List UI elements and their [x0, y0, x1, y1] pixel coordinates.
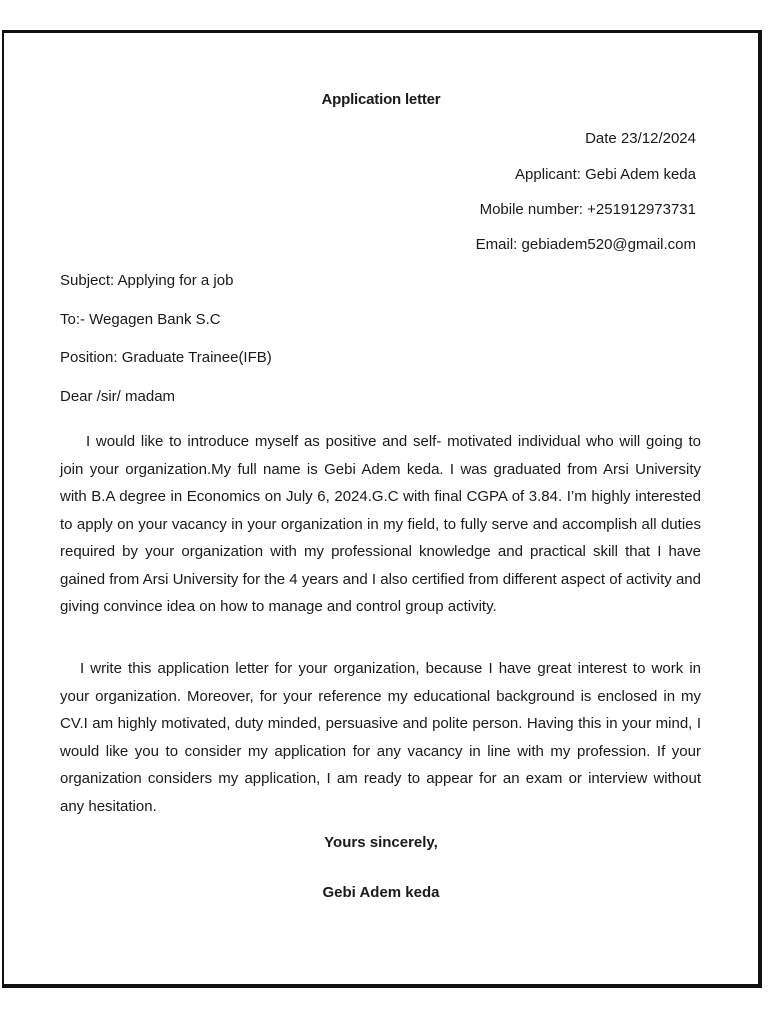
letter-date: Date 23/12/2024: [585, 130, 696, 147]
letter-signature: Gebi Adem keda: [322, 884, 440, 901]
document-page: [2, 30, 762, 988]
letter-closing: Yours sincerely,: [324, 834, 438, 851]
letter-subject: Subject: Applying for a job: [60, 272, 234, 289]
email-address: Email: gebiadem520@gmail.com: [475, 236, 696, 253]
letter-salutation: Dear /sir/ madam: [60, 388, 176, 405]
applicant-name: Applicant: Gebi Adem keda: [515, 166, 696, 183]
body-paragraph-1: I would like to introduce myself as positive and self- motivated individual who will going to join your organization.My full name is Gebi Adem keda. I was graduated from Arsi University with B.A degree in Economics on July 6, 2024.G.C with final CGPA of 3.84. I’m highly interested to apply on your vacancy in your organization in my field, to fully serve and accomplish all duties required by your organization with my professional knowledge and practical skill that I have gained from Arsi University for the 4 years and I also certified from different aspect of activity and giving convince idea on how to manage and control group activity.: [60, 433, 701, 615]
letter-title: Application letter: [321, 91, 441, 108]
letter-position: Position: Graduate Trainee(IFB): [60, 349, 272, 366]
letter-recipient: To:- Wegagen Bank S.C: [60, 311, 221, 328]
mobile-number: Mobile number: +251912973731: [479, 201, 696, 218]
body-paragraph-2: I write this application letter for your organization, because I have great interest to work in your organization. Moreover, for your reference my educational background is enclosed in my CV.I am highly motivated, duty minded, persuasive and polite person. Having this in your mind, I would like you to consider my application for any vacancy in line with my profession. If your organization considers my application, I am ready to appear for an exam or interview without any hesitation.: [60, 660, 701, 815]
